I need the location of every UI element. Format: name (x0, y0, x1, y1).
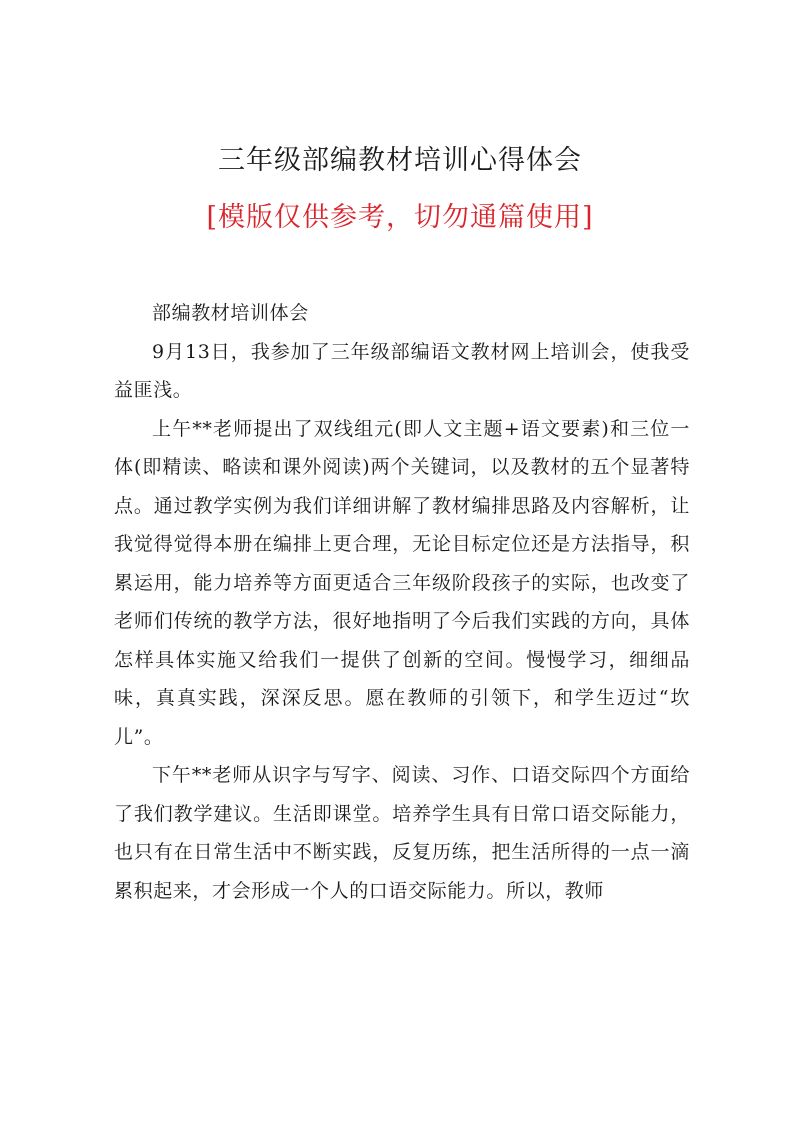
paragraph-heading: 部编教材培训体会 (152, 302, 309, 324)
paragraph: 9月13日，我参加了三年级部编语文教材网上培训会，使我受益匪浅。 (114, 340, 690, 401)
paragraph: 上午**老师提出了双线组元(即人文主题+语文要素)和三位一体(即精读、略读和课外阅读)两个关键词，以及教材的五个显著特点。通过教学实例为我们详细讲解了教材编排思路及内容解析，让我觉得觉得本册在编排上更合理，无论目标定位还是方法指导，积累运用，能力培养等方面更适合三年级阶段孩子的实际，也改变了老师们传统的教学方法，很好地指明了今后我们实践的方向，具体怎样具体实施又给我们一提供了创新的空间。慢慢学习，细细品味，真真实践，深深反思。愿在教师的引领下，和学生迈过“坎儿”。 (114, 417, 690, 748)
document-body (114, 294, 690, 910)
template-notice: [模版仅供参考，切勿通篇使用] (206, 202, 594, 233)
document-title: 三年级部编教材培训心得体会 (218, 145, 582, 176)
paragraph: 下午**老师从识字与写字、阅读、习作、口语交际四个方面给了我们教学建议。生活即课堂。培养学生具有日常口语交际能力，也只有在日常生活中不断实践，反复历练，把生活所得的一点一滴累积起来，才会形成一个人的口语交际能力。所以，教师 (114, 764, 690, 902)
